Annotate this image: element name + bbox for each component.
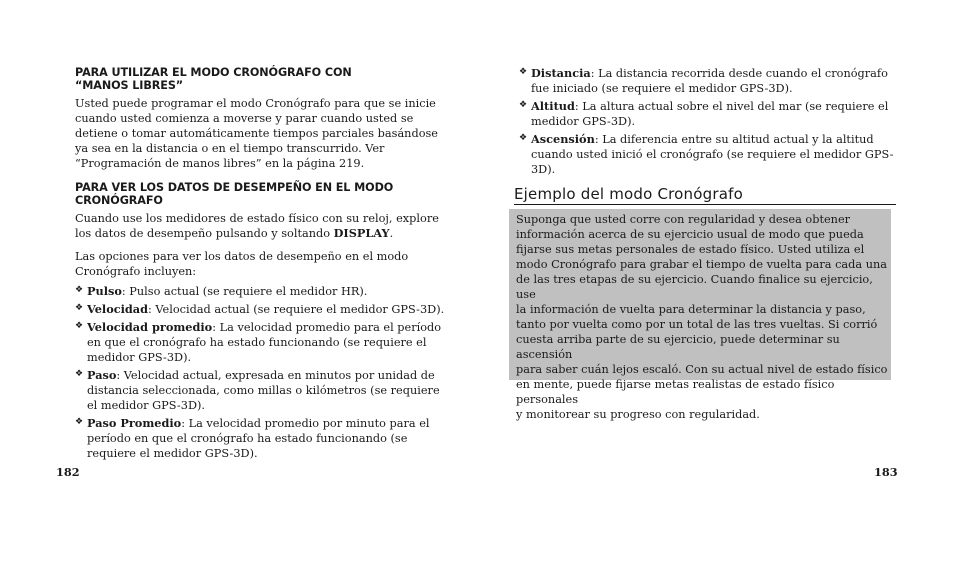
list-item: [75, 302, 453, 317]
example-line: fijarse sus metas personales de estado físico. Usted utiliza el: [516, 243, 865, 256]
example-line: modo Cronógrafo para grabar el tiempo de vuelta para cada una: [516, 258, 888, 271]
list-item: [519, 99, 896, 129]
bullet-icon: ❖: [519, 100, 528, 110]
page-number-right: 183: [874, 465, 898, 479]
example-line: en mente, puede fijarse metas realistas de estado físico personales: [516, 378, 835, 406]
list-item-term: Altitud: [531, 99, 575, 113]
list-item: [75, 284, 453, 299]
heading-hands-free: [75, 66, 453, 92]
example-line: y monitorear su progreso con regularidad.: [516, 408, 760, 421]
heading-performance-data: [75, 181, 453, 207]
options-paragraph: Las opciones para ver los datos de desempeño en el modo Cronógrafo incluyen:: [75, 250, 409, 278]
performance-paragraph: [75, 211, 453, 241]
section-title: Ejemplo del modo Cronógrafo: [514, 185, 896, 205]
list-item-text: : La velocidad promedio por minuto para el período en que el cronógrafo ha estado funcionando (se requiere el medidor GPS-3D).: [87, 417, 430, 460]
bullet-icon: ❖: [519, 133, 528, 143]
bullet-icon: ❖: [75, 321, 84, 331]
page-number-left: 182: [56, 465, 80, 479]
example-line: la información de vuelta para determinar la distancia y paso,: [516, 303, 866, 316]
performance-options-list-continued: [514, 66, 896, 177]
list-item-text: : Velocidad actual (se requiere el medidor GPS-3D).: [148, 303, 445, 316]
right-page: [514, 66, 896, 205]
list-item-term: Pulso: [87, 284, 122, 298]
heading-line: “MANOS LIBRES”: [75, 79, 184, 92]
list-item-text: : La distancia recorrida desde cuando el cronógrafo fue iniciado (se requiere el medidor GPS-3D).: [531, 67, 888, 95]
left-page: [75, 66, 453, 464]
list-item: [519, 132, 896, 177]
bullet-icon: ❖: [75, 303, 84, 313]
example-line: Suponga que usted corre con regularidad y desea obtener: [516, 213, 851, 226]
list-item-text: : Velocidad actual, expresada en minutos por unidad de distancia seleccionada, como millas o kilómetros (se requiere el medidor GPS-3D).: [87, 369, 440, 412]
bullet-icon: ❖: [75, 285, 84, 295]
list-item: [75, 368, 453, 413]
display-button-name: DISPLAY: [333, 226, 390, 240]
example-line: tanto por vuelta como por un total de las tres vueltas. Si corrió: [516, 318, 878, 331]
example-line: de las tres etapas de su ejercicio. Cuando finalice su ejercicio, use: [516, 273, 873, 301]
list-item-text: : La velocidad promedio para el período en que el cronógrafo ha estado funcionando (se requiere el medidor GPS-3D).: [87, 321, 442, 364]
heading-line: PARA VER LOS DATOS DE DESEMPEÑO EN EL MODO: [75, 181, 394, 194]
list-item-text: : Pulso actual (se requiere el medidor HR).: [121, 285, 368, 298]
list-item-term: Distancia: [531, 66, 591, 80]
list-item: [75, 320, 453, 365]
hands-free-paragraph: Usted puede programar el modo Cronógrafo para que se inicie cuando usted comienza a moverse y parar cuando usted se detiene o tomar automáticamente tiempos parciales basándose ya sea en la distancia o en el tiempo transcurrido. Ver “Programación de manos libres” en la página 219.: [75, 97, 438, 170]
bullet-icon: ❖: [75, 417, 84, 427]
example-line: información acerca de su ejercicio usual de modo que pueda: [516, 228, 864, 241]
list-item-term: Paso: [87, 368, 117, 382]
list-item-text: : La diferencia entre su altitud actual y la altitud cuando usted inició el cronógrafo (se requiere el medidor GPS-3D).: [531, 133, 894, 176]
example-box: [509, 209, 891, 421]
heading-line: CRONÓGRAFO: [75, 194, 163, 207]
list-item-term: Ascensión: [531, 132, 595, 146]
bullet-icon: ❖: [519, 67, 528, 77]
example-line: para saber cuán lejos escaló. Con su actual nivel de estado físico: [516, 363, 888, 376]
list-item-term: Velocidad: [87, 302, 149, 316]
example-line: cuesta arriba parte de su ejercicio, puede determinar su ascensión: [516, 333, 840, 361]
list-item-term: Paso Promedio: [87, 416, 182, 430]
performance-options-list: [75, 284, 453, 461]
period: .: [389, 227, 394, 240]
list-item: [519, 66, 896, 96]
heading-line: PARA UTILIZAR EL MODO CRONÓGRAFO CON: [75, 66, 352, 79]
performance-text: Cuando use los medidores de estado físico con su reloj, explore los datos de desempeño pulsando y soltando: [75, 212, 439, 240]
list-item-term: Velocidad promedio: [87, 320, 213, 334]
list-item: [75, 416, 453, 461]
bullet-icon: ❖: [75, 369, 84, 379]
list-item-text: : La altura actual sobre el nivel del mar (se requiere el medidor GPS-3D).: [531, 100, 889, 128]
